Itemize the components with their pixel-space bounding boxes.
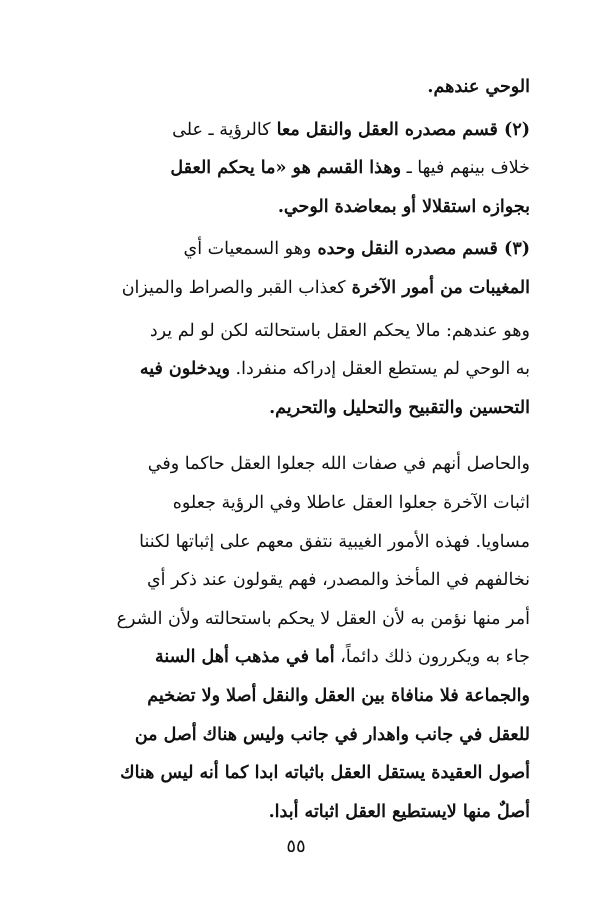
- text-line: [40, 111, 530, 150]
- text-line: [40, 677, 530, 716]
- text-line: [40, 230, 530, 269]
- paragraph: [40, 111, 530, 227]
- bold-text-run: ويدخلون فيه: [139, 359, 230, 380]
- bold-text-run: المغيبات من أمور الآخرة: [345, 277, 530, 298]
- text-run: خلاف بينهم فيها ـ: [401, 158, 530, 179]
- text-line: [40, 269, 530, 308]
- bold-text-run: بجوازه استقلالا أو بمعاضدة الوحي.: [277, 196, 530, 217]
- text-line: [40, 523, 530, 562]
- body-text: [40, 68, 530, 831]
- text-run: كعذاب القبر والصراط والميزان: [121, 277, 346, 298]
- text-run: والحاصل أنهم في صفات الله جعلوا العقل حاكما وفي: [147, 454, 530, 475]
- text-line: [40, 716, 530, 755]
- text-line: [40, 149, 530, 188]
- text-line: [40, 561, 530, 600]
- paragraph: [40, 230, 530, 307]
- text-run: به الوحي لم يستطع العقل إدراكه منفردا.: [229, 359, 530, 380]
- text-line: [40, 754, 530, 793]
- bold-text-run: التحسين والتقبيح والتحليل والتحريم.: [269, 397, 530, 418]
- text-line: [40, 793, 530, 832]
- text-run: مساويا. فهذه الأمور الغيبية نتفق معهم على إثباتها لكننا: [139, 531, 530, 552]
- text-line: [40, 68, 530, 107]
- text-line: [40, 638, 530, 677]
- text-run: نخالفهم في المأخذ والمصدر، فهم يقولون عند ذكر أي: [146, 570, 530, 591]
- paragraph: [40, 68, 530, 107]
- text-line: [40, 389, 530, 428]
- text-line: [40, 600, 530, 639]
- bold-text-run: الوحي عندهم.: [427, 77, 530, 97]
- bold-text-run: أصول العقيدة يستقل العقل باثباته ابدا كما أنه ليس هناك: [120, 763, 530, 784]
- text-line: [40, 350, 530, 389]
- bold-text-run: (٢) قسم مصدره العقل والنقل معا: [270, 119, 530, 140]
- bold-text-run: للعقل في جانب واهدار في جانب وليس هناك أصل من: [134, 724, 530, 745]
- text-run: كالرؤية ـ على: [172, 119, 271, 140]
- text-run: جاء به ويكررون ذلك دائماً،: [334, 647, 530, 668]
- bold-text-run: وهذا القسم هو «ما يحكم العقل: [170, 158, 402, 179]
- text-run: أمر منها نؤمن به لأن العقل لا يحكم باستحالته ولأن الشرع: [116, 608, 530, 629]
- text-run: اثبات الآخرة جعلوا العقل عاطلا وفي الرؤية جعلوه: [172, 492, 530, 513]
- text-run: وهو عندهم: مالا يحكم العقل باستحالته لكن لو لم يرد: [149, 320, 530, 341]
- page-number: ٥٥: [286, 836, 306, 857]
- text-line: [40, 188, 530, 227]
- paragraph: [40, 312, 530, 428]
- text-line: [40, 312, 530, 351]
- bold-text-run: (٣) قسم مصدره النقل وحده: [311, 239, 530, 260]
- text-line: [40, 484, 530, 523]
- bold-text-run: أما في مذهب أهل السنة: [154, 647, 335, 668]
- text-line: [40, 445, 530, 484]
- text-run: وهو السمعيات أي: [183, 239, 312, 260]
- paragraph-gap: [40, 427, 530, 445]
- bold-text-run: والجماعة فلا منافاة بين العقل والنقل أصلا ولا تضخيم: [147, 685, 530, 706]
- paragraph: [40, 445, 530, 831]
- bold-text-run: أصلٌ منها لايستطيع العقل اثباته أبدا.: [268, 801, 530, 822]
